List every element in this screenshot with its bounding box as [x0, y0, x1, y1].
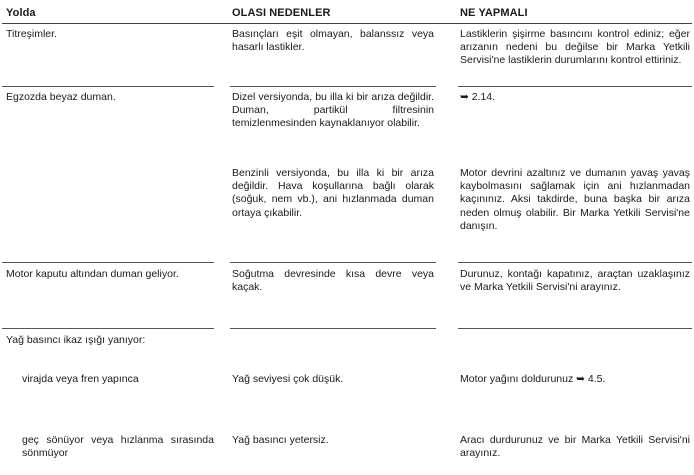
- header-col-actions: NE YAPMALI: [460, 7, 528, 19]
- row-divider: [458, 328, 692, 329]
- row-cause: Basınçları eşit olmayan, balanssız veya hasarlı lastikler.: [232, 28, 434, 54]
- row-cause: Dizel versiyonda, bu illa ki bir arıza değildir. Duman, partikül filtresinin temizlenmesinden kaynaklanıyor olabilir.: [232, 91, 434, 130]
- row-cause: Yağ basıncı yetersiz.: [232, 434, 329, 446]
- row-action: Lastiklerin şişirme basıncını kontrol ediniz; eğer arızanın nedeni bu değilse bir Marka Yetkili Servisi'ne lastiklerin durumlarını kontrol ettiriniz.: [460, 28, 690, 67]
- row-divider: [230, 328, 436, 329]
- header-col-road: Yolda: [6, 7, 36, 19]
- row-action: Aracı durdurunuz ve bir Marka Yetkili Servisi'ni arayınız.: [460, 434, 690, 460]
- row-cause: Benzinli versiyonda, bu illa ki bir arıza değildir. Hava koşullarına bağlı olarak (soğuk, nem vb.), ani hızlanmada duman ortaya çıkabilir.: [232, 167, 434, 219]
- row-divider: [2, 328, 214, 329]
- row-problem: Egzozda beyaz duman.: [6, 91, 116, 103]
- row-cause: Soğutma devresinde kısa devre veya kaçak.: [232, 268, 434, 294]
- row-divider: [2, 262, 214, 263]
- header-divider: [2, 23, 692, 24]
- row-action: Durunuz, kontağı kapatınız, araçtan uzaklaşınız ve Marka Yetkili Servisi'ni arayınız.: [460, 268, 690, 294]
- row-divider: [458, 262, 692, 263]
- row-action: ➥ 2.14.: [460, 91, 496, 103]
- row-divider: [2, 86, 214, 87]
- row-problem: geç sönüyor veya hızlanma sırasında sönmüyor: [22, 434, 214, 460]
- row-problem: Titreşimler.: [6, 28, 57, 40]
- row-divider: [230, 262, 436, 263]
- row-action: Motor yağını doldurunuz ➥ 4.5.: [460, 373, 606, 385]
- header-col-causes: OLASI NEDENLER: [232, 7, 331, 19]
- row-problem: virajda veya fren yapınca: [22, 373, 139, 385]
- row-problem: Motor kaputu altından duman geliyor.: [6, 268, 179, 280]
- row-problem-group: Yağ basıncı ikaz ışığı yanıyor:: [6, 334, 146, 346]
- row-action: Motor devrini azaltınız ve dumanın yavaş yavaş kaybolmasını sağlamak için ani hızlanmadan kaçınınız. Aksi takdirde, buna başka bir arıza neden olmuş olabilir. Bir Marka Yetkili Servisi'ne danışın.: [460, 167, 690, 232]
- row-divider: [458, 86, 692, 87]
- row-divider: [230, 86, 436, 87]
- row-cause: Yağ seviyesi çok düşük.: [232, 373, 344, 385]
